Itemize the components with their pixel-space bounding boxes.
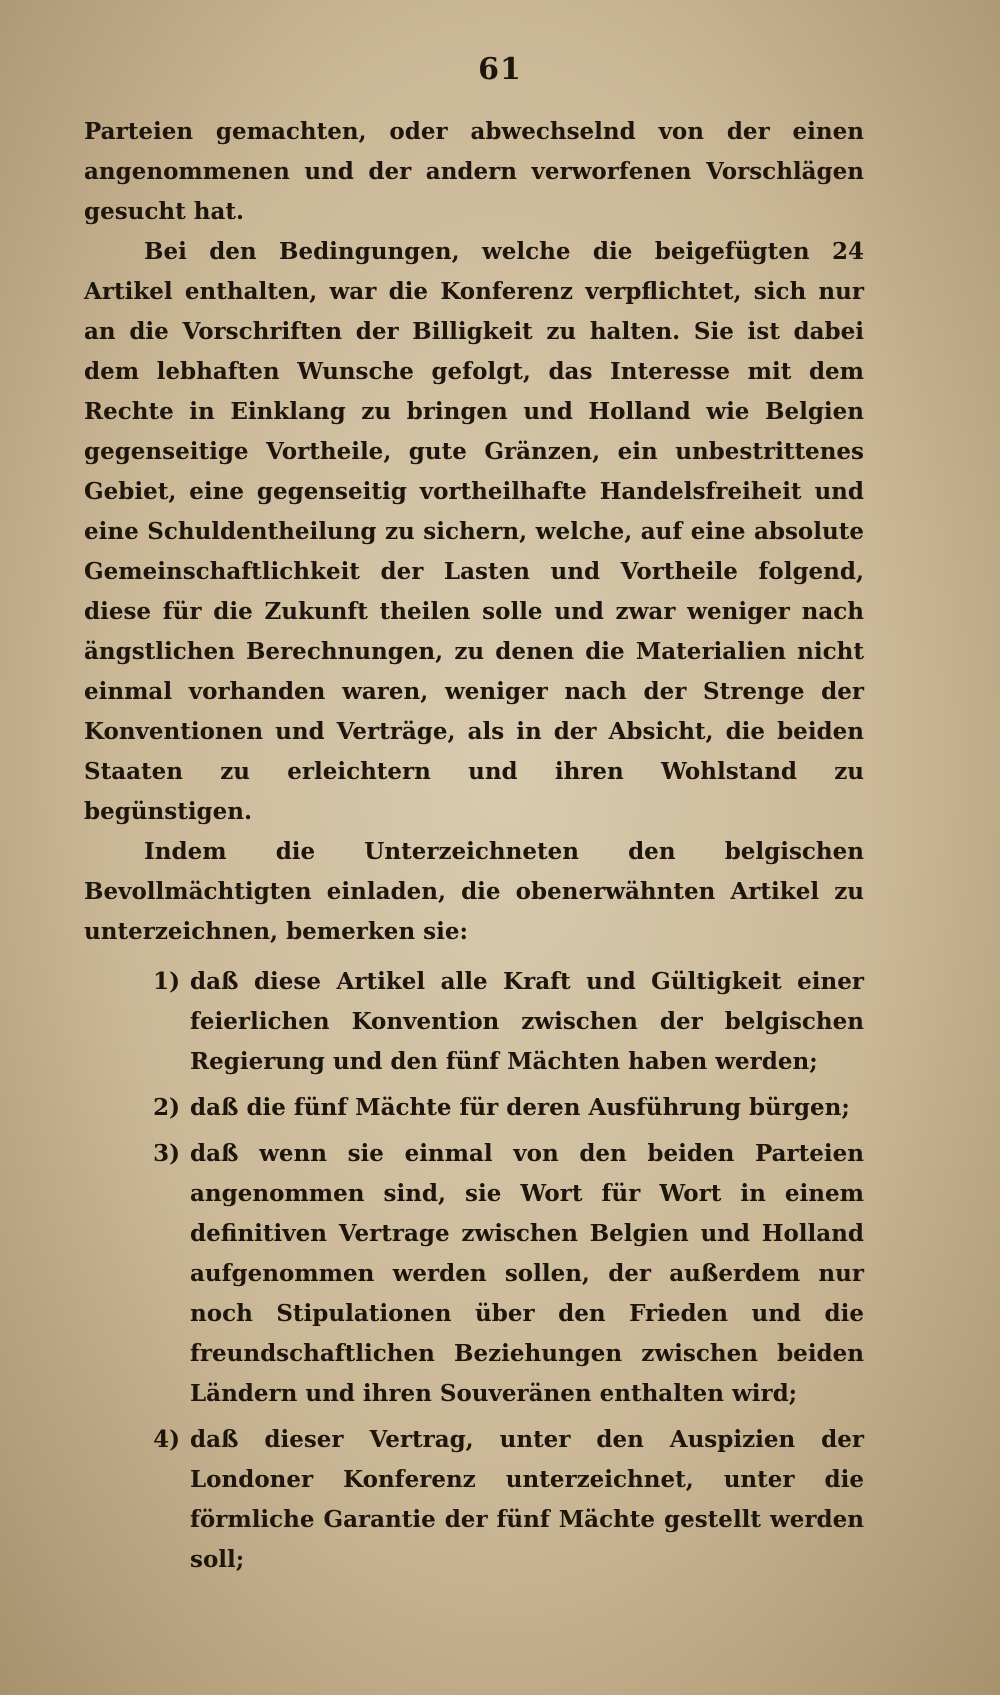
paragraph-invitation: Indem die Unterzeichneten den belgischen Bevollmächtigten einladen, die obenerwähnten Artikel zu unterzeichnen, bemerken sie: xyxy=(84,838,864,945)
list-item-text: daß dieser Vertrag, unter den Auspizien der Londoner Konferenz unterzeichnet, unter die förmliche Garantie der fünf Mächte gestellt werden soll; xyxy=(190,1426,864,1573)
list-item xyxy=(120,962,864,1082)
list-item-number: 1) xyxy=(153,968,180,995)
paragraph-conditions: Bei den Bedingungen, welche die beigefügten 24 Artikel enthalten, war die Konferenz verpflichtet, sich nur an die Vorschriften der Billigkeit zu halten. Sie ist dabei dem lebhaften Wunsche gefolgt, das Interesse mit dem Rechte in Einklang zu bringen und Holland wie Belgien gegenseitige Vortheile, gute Gränzen, ein unbestrittenes Gebiet, eine gegenseitig vortheilhafte Handelsfreiheit und eine Schuldentheilung zu sichern, welche, auf eine absolute Gemeinschaftlichkeit der Lasten und Vortheile folgend, diese für die Zukunft theilen solle und zwar weniger nach ängstlichen Berechnungen, zu denen die Materialien nicht einmal vorhanden waren, weniger nach der Strenge der Konventionen und Verträge, als in der Absicht, die beiden Staaten zu erleichtern und ihren Wohlstand zu begünstigen. xyxy=(84,238,864,825)
list-item-number: 4) xyxy=(153,1426,180,1453)
list-item-number: 3) xyxy=(153,1140,180,1167)
list-item xyxy=(120,1134,864,1414)
paragraph-continuation: Parteien gemachten, oder abwechselnd von der einen angenommenen und der andern verworfenen Vorschlägen gesucht hat. xyxy=(84,118,864,225)
page-number: 61 xyxy=(478,52,522,87)
list-item-text: daß wenn sie einmal von den beiden Parteien angenommen sind, sie Wort für Wort in einem definitiven Vertrage zwischen Belgien und Holland aufgenommen werden sollen, der außerdem nur noch Stipulationen über den Frieden und die freundschaftlichen Beziehungen zwischen beiden Ländern und ihren Souveränen enthalten wird; xyxy=(190,1140,864,1407)
list-item xyxy=(120,1420,864,1580)
list-item xyxy=(120,1088,864,1128)
body-text xyxy=(84,112,864,1586)
list-item-text: daß diese Artikel alle Kraft und Gültigkeit einer feierlichen Konvention zwischen der belgischen Regierung und den fünf Mächten haben werden; xyxy=(190,968,864,1075)
list-item-number: 2) xyxy=(153,1094,180,1121)
numbered-list xyxy=(120,962,864,1580)
list-item-text: daß die fünf Mächte für deren Ausführung bürgen; xyxy=(190,1094,850,1121)
